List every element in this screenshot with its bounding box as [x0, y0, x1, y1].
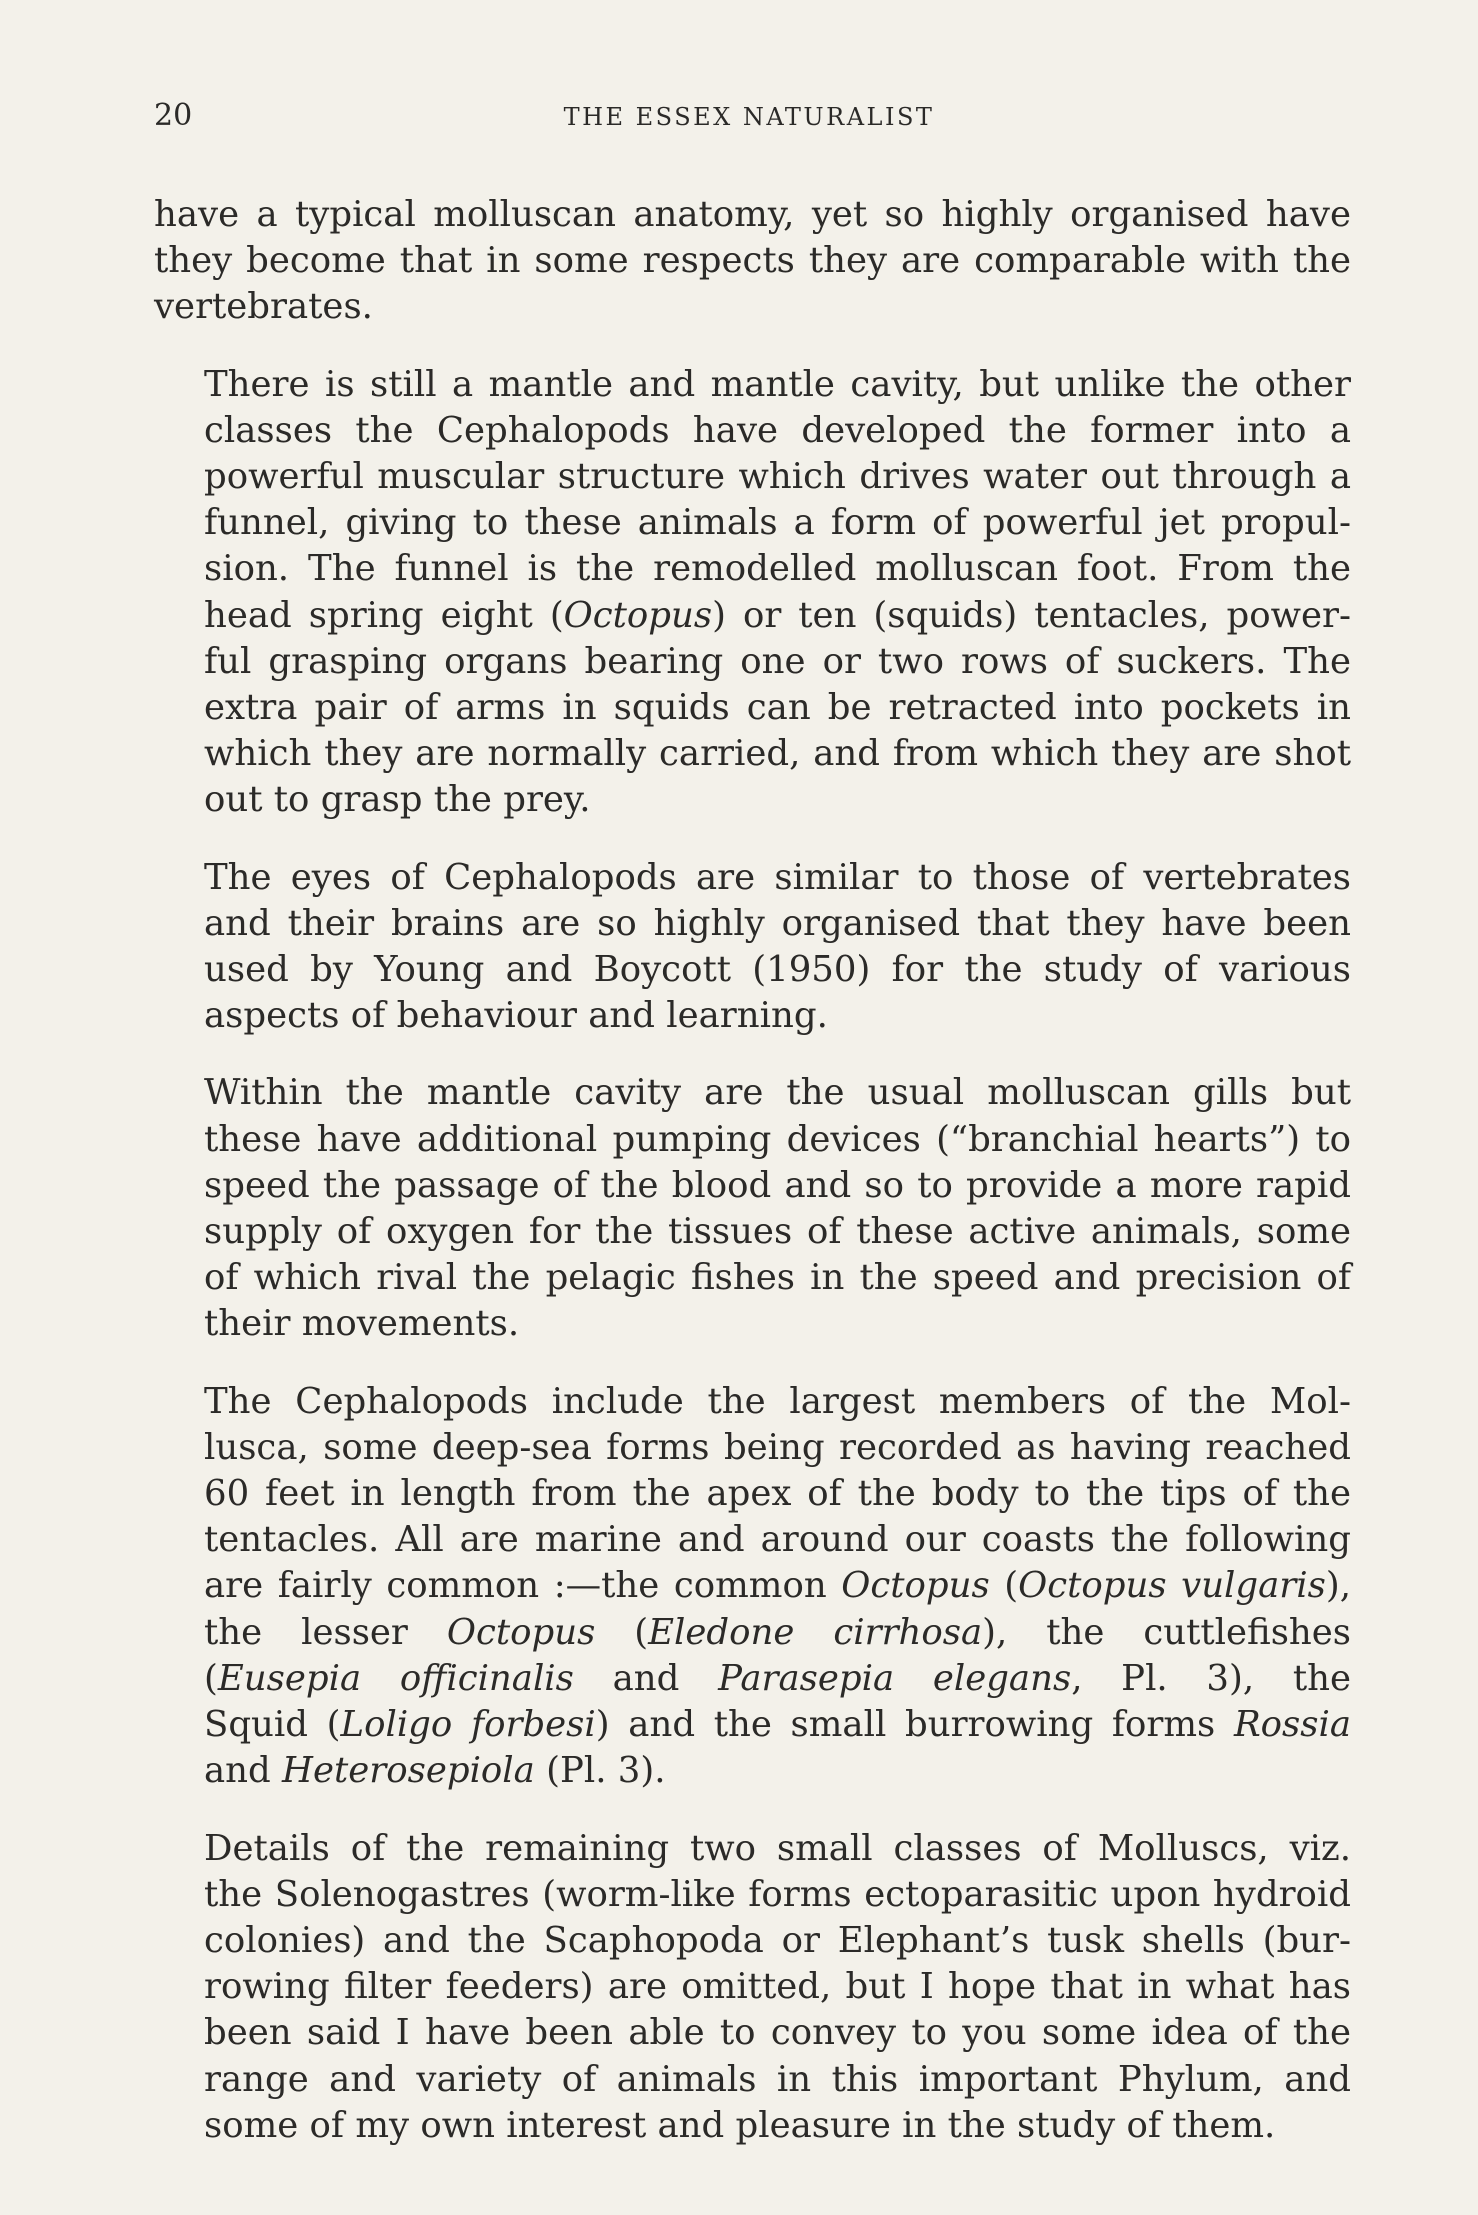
paragraph — [154, 192, 1351, 331]
paragraph-line: powerful muscular structure which drives water out through a — [204, 456, 1351, 498]
paragraph-line: and Heterosepiola (Pl. 3). — [204, 1750, 666, 1792]
paragraph-line: range and variety of animals in this important Phylum, and — [204, 2058, 1351, 2100]
paragraph-line: The eyes of Cephalopods are similar to those of vertebrates — [204, 856, 1351, 898]
paragraph-line: out to grasp the prey. — [204, 779, 591, 821]
paragraph-line: lusca, some deep-sea forms being recorded as having reached — [204, 1426, 1351, 1468]
paragraph-line: (Eusepia officinalis and Parasepia elegans, Pl. 3), the — [204, 1657, 1351, 1699]
paragraph-line: There is still a mantle and mantle cavity, but unlike the other — [204, 363, 1351, 405]
paragraph-line: speed the passage of the blood and so to provide a more rapid — [204, 1164, 1351, 1206]
paragraph-line: The Cephalopods include the largest members of the Mol- — [204, 1380, 1351, 1422]
body-text — [154, 192, 1351, 2180]
paragraph-line: supply of oxygen for the tissues of these active animals, some — [204, 1211, 1351, 1253]
paragraph-line: used by Young and Boycott (1950) for the study of various — [204, 949, 1351, 991]
paragraph — [154, 1826, 1351, 2149]
paragraph-line: colonies) and the Scaphopoda or Elephant’s tusk shells (bur- — [204, 1919, 1351, 1961]
paragraph-line: Within the mantle cavity are the usual molluscan gills but — [204, 1072, 1351, 1114]
paragraph-line: the lesser Octopus (Eledone cirrhosa), the cuttlefishes — [204, 1611, 1352, 1653]
paragraph — [154, 855, 1351, 1040]
paragraph-line: which they are normally carried, and from which they are shot — [204, 733, 1351, 775]
paragraph-line: their movements. — [204, 1303, 520, 1345]
paragraph-line: are fairly common :—the common Octopus (Octopus vulgaris), — [204, 1565, 1351, 1607]
paragraph-line: they become that in some respects they are comparable with the — [154, 240, 1351, 282]
paragraph-line: ful grasping organs bearing one or two rows of suckers. The — [204, 640, 1351, 682]
page-number: 20 — [154, 98, 193, 133]
paragraph-line: these have additional pumping devices (“branchial hearts”) to — [204, 1118, 1351, 1160]
running-head: THE ESSEX NATURALIST — [563, 103, 935, 131]
paragraph-line: rowing filter feeders) are omitted, but I hope that in what has — [204, 1966, 1351, 2008]
paragraph-line: sion. The funnel is the remodelled molluscan foot. From the — [204, 548, 1351, 590]
paragraph-line: extra pair of arms in squids can be retracted into pockets in — [204, 687, 1351, 729]
paragraph-line: aspects of behaviour and learning. — [204, 995, 828, 1037]
paragraph-line: funnel, giving to these animals a form of powerful jet propul- — [204, 502, 1351, 544]
paragraph-line: of which rival the pelagic fishes in the speed and precision of — [204, 1257, 1351, 1299]
paragraph-line: head spring eight (Octopus) or ten (squids) tentacles, power- — [204, 594, 1351, 636]
paragraph-line: Squid (Loligo forbesi) and the small burrowing forms Rossia — [204, 1704, 1352, 1746]
paragraph-line: Details of the remaining two small classes of Molluscs, viz. — [204, 1827, 1351, 1869]
paragraph-line: 60 feet in length from the apex of the body to the tips of the — [204, 1473, 1351, 1515]
paragraph-line: been said I have been able to convey to you some idea of the — [204, 2012, 1351, 2054]
paragraph — [154, 362, 1351, 824]
paragraph — [154, 1379, 1351, 1795]
page-header — [154, 98, 1344, 138]
paragraph-line: some of my own interest and pleasure in the study of them. — [204, 2104, 1276, 2146]
paragraph-line: classes the Cephalopods have developed the former into a — [204, 409, 1351, 451]
paragraph-line: the Solenogastres (worm-like forms ectoparasitic upon hydroid — [204, 1873, 1351, 1915]
paragraph-line: tentacles. All are marine and around our coasts the following — [204, 1519, 1351, 1561]
paragraph — [154, 1070, 1351, 1347]
paragraph-line: vertebrates. — [154, 286, 373, 328]
paragraph-line: and their brains are so highly organised that they have been — [204, 902, 1351, 944]
paragraph-line: have a typical molluscan anatomy, yet so highly organised have — [154, 194, 1351, 235]
